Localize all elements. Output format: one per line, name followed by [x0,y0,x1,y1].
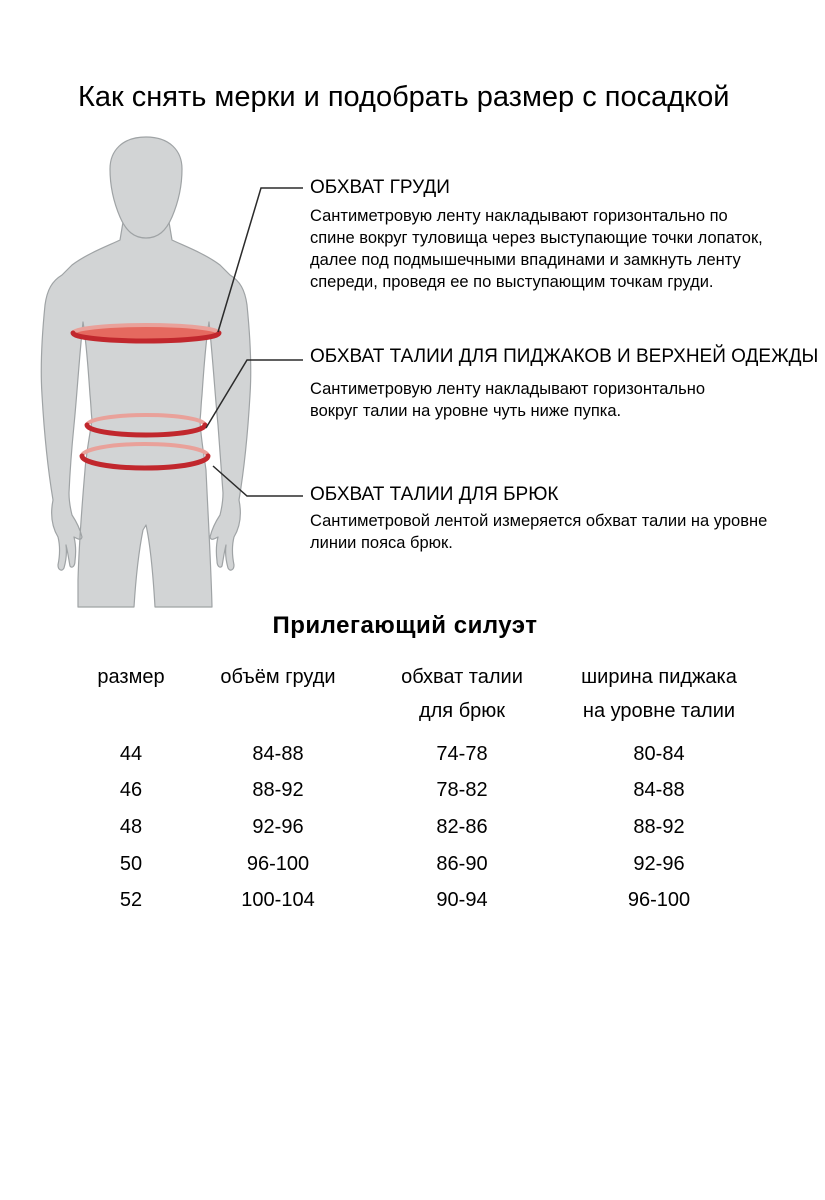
annotation-waist-trousers [310,483,822,554]
page-title: Как снять мерки и подобрать размер с посадкой [78,81,730,113]
header-cell-trouser-waist: обхват талии для брюк [401,666,523,722]
table-cell: 84-88 [633,779,685,802]
annotation-text-line: вокруг талии на уровне чуть ниже пупка. [310,402,622,420]
table-cell: 96-100 [246,852,310,875]
annotation-text-line: спине вокруг туловища через выступающие точки лопаток, [310,229,763,247]
table-cell: 86-90 [436,852,488,875]
table-cell: 100-104 [241,889,315,912]
header-cell-chest: объём груди [220,666,336,688]
annotation-waist-jackets-body [310,378,822,422]
annotation-waist-trousers-body [310,510,822,554]
measurement-figure [0,125,320,615]
annotation-waist-jackets [310,345,822,422]
table-cell: 78-82 [436,779,488,802]
annotation-text-line: линии пояса брюк. [310,534,453,552]
table-cell: 50 [119,852,143,875]
annotation-chest [310,176,822,293]
annotation-waist-jackets-heading: ОБХВАТ ТАЛИИ ДЛЯ ПИДЖАКОВ И ВЕРХНЕЙ ОДЕЖДЫ [310,346,819,367]
table-cell: 90-94 [436,889,488,912]
table-cell: 52 [119,889,143,912]
size-table-header-row [60,666,750,722]
table-cell: 82-86 [436,815,488,838]
annotation-waist-trousers-heading: ОБХВАТ ТАЛИИ ДЛЯ БРЮК [310,484,559,505]
table-cell: 46 [119,779,143,802]
table-cell: 92-96 [252,815,304,838]
header-cell-size: размер [97,666,165,688]
silhouette-head [110,137,182,238]
header-cell-jacket-width: ширина пиджака на уровне талии [581,666,737,722]
table-cell: 80-84 [633,742,685,765]
size-table-body [60,736,750,919]
table-cell: 92-96 [633,852,685,875]
table-cell: 44 [119,742,143,765]
table-cell: 96-100 [627,889,691,912]
table-cell: 88-92 [633,815,685,838]
annotation-text-line: Сантиметровую ленту накладывают горизонтально [310,380,706,398]
male-silhouette-illustration [0,125,320,615]
annotation-text-line: спереди, проведя ее по выступающим точкам груди. [310,273,714,291]
size-table-section [60,612,750,919]
table-cell: 48 [119,815,143,838]
table-cell: 84-88 [252,742,304,765]
table-cell: 74-78 [436,742,488,765]
chest-measure-band [73,325,219,341]
annotation-text-line: Сантиметровой лентой измеряется обхват талии на уровне [310,512,768,530]
annotation-chest-body [310,205,822,293]
annotation-text-line: далее под подмышечными впадинами и замкнуть ленту [310,251,741,269]
size-table-title: Прилегающий силуэт [272,612,538,639]
annotation-text-line: Сантиметровую ленту накладывают горизонтально по [310,207,728,225]
table-cell: 88-92 [252,779,304,802]
annotation-chest-heading: ОБХВАТ ГРУДИ [310,177,450,198]
